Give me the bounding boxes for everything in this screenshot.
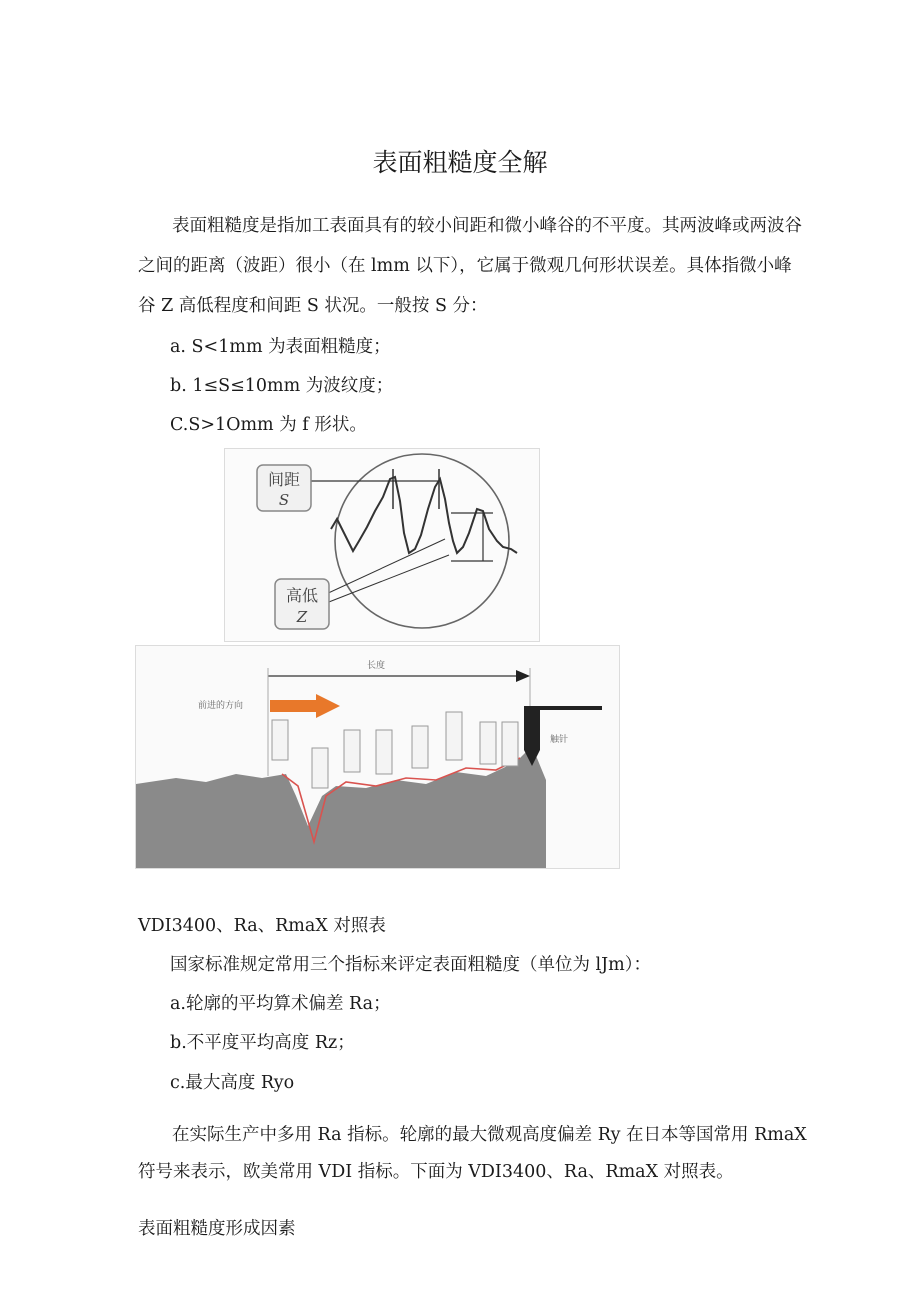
intro-line-1: 表面粗糙度是指加工表面具有的较小间距和微小峰谷的不平度。其两波峰或两波谷 <box>172 216 802 236</box>
vdi-section-heading: VDI3400、Ra、RmaX 对照表 <box>138 916 386 936</box>
height-label: 高低 <box>285 586 319 605</box>
stylus-position-4 <box>376 730 392 774</box>
factors-section-heading: 表面粗糙度形成因素 <box>138 1219 296 1239</box>
spacing-symbol: S <box>278 491 290 509</box>
surface-profile-line <box>331 477 517 553</box>
practice-line-2: 符号来表示，欧美常用 VDI 指标。下面为 VDI3400、Ra、RmaX 对照表。 <box>138 1162 734 1182</box>
indicator-rz: b.不平度平均高度 Rz； <box>170 1033 355 1053</box>
class-item-b: b. 1≤S≤10mm 为波纹度； <box>170 376 394 396</box>
roughness-diagram-svg <box>225 449 539 641</box>
stylus-position-2 <box>312 748 328 788</box>
stylus-position-8 <box>502 722 518 766</box>
length-label: 长度 <box>366 661 386 671</box>
stylus-position-3 <box>344 730 360 772</box>
roughness-spacing-height-figure <box>224 448 540 642</box>
intro-line-3: 谷 Z 高低程度和间距 S 状况。一般按 S 分： <box>138 296 488 316</box>
class-item-c: C.S>1Omm 为 f 形状。 <box>170 415 367 435</box>
length-arrowhead <box>516 670 530 682</box>
height-leader-1 <box>311 539 445 601</box>
indicator-ra: a.轮廓的平均算术偏差 Ra； <box>170 994 391 1014</box>
class-item-a: a. S<1mm 为表面粗糙度； <box>170 337 391 357</box>
vdi-intro: 国家标准规定常用三个指标来评定表面粗糙度（单位为 lJm）： <box>170 955 652 975</box>
direction-label: 前进的方向 <box>198 701 244 711</box>
stylus-position-1 <box>272 720 288 760</box>
page-title: 表面粗糙度全解 <box>372 148 548 177</box>
indicator-ry: c.最大高度 Ryo <box>170 1073 295 1093</box>
stylus-position-5 <box>412 726 428 768</box>
stylus-diagram-svg <box>136 646 619 868</box>
intro-line-2: 之间的距离（波距）很小（在 lmm 以下），它属于微观几何形状误差。具体指微小峰 <box>138 256 792 276</box>
spacing-label: 间距 <box>267 470 301 489</box>
stylus-tracing-figure <box>135 645 620 869</box>
height-symbol: Z <box>296 608 308 626</box>
direction-arrow <box>270 694 340 718</box>
height-leader-2 <box>311 555 449 609</box>
practice-line-1: 在实际生产中多用 Ra 指标。轮廓的最大微观高度偏差 Ry 在日本等国常用 RmaX <box>172 1125 807 1145</box>
stylus-position-7 <box>480 722 496 764</box>
stylus-label: 触针 <box>550 735 569 745</box>
stylus-position-6 <box>446 712 462 760</box>
